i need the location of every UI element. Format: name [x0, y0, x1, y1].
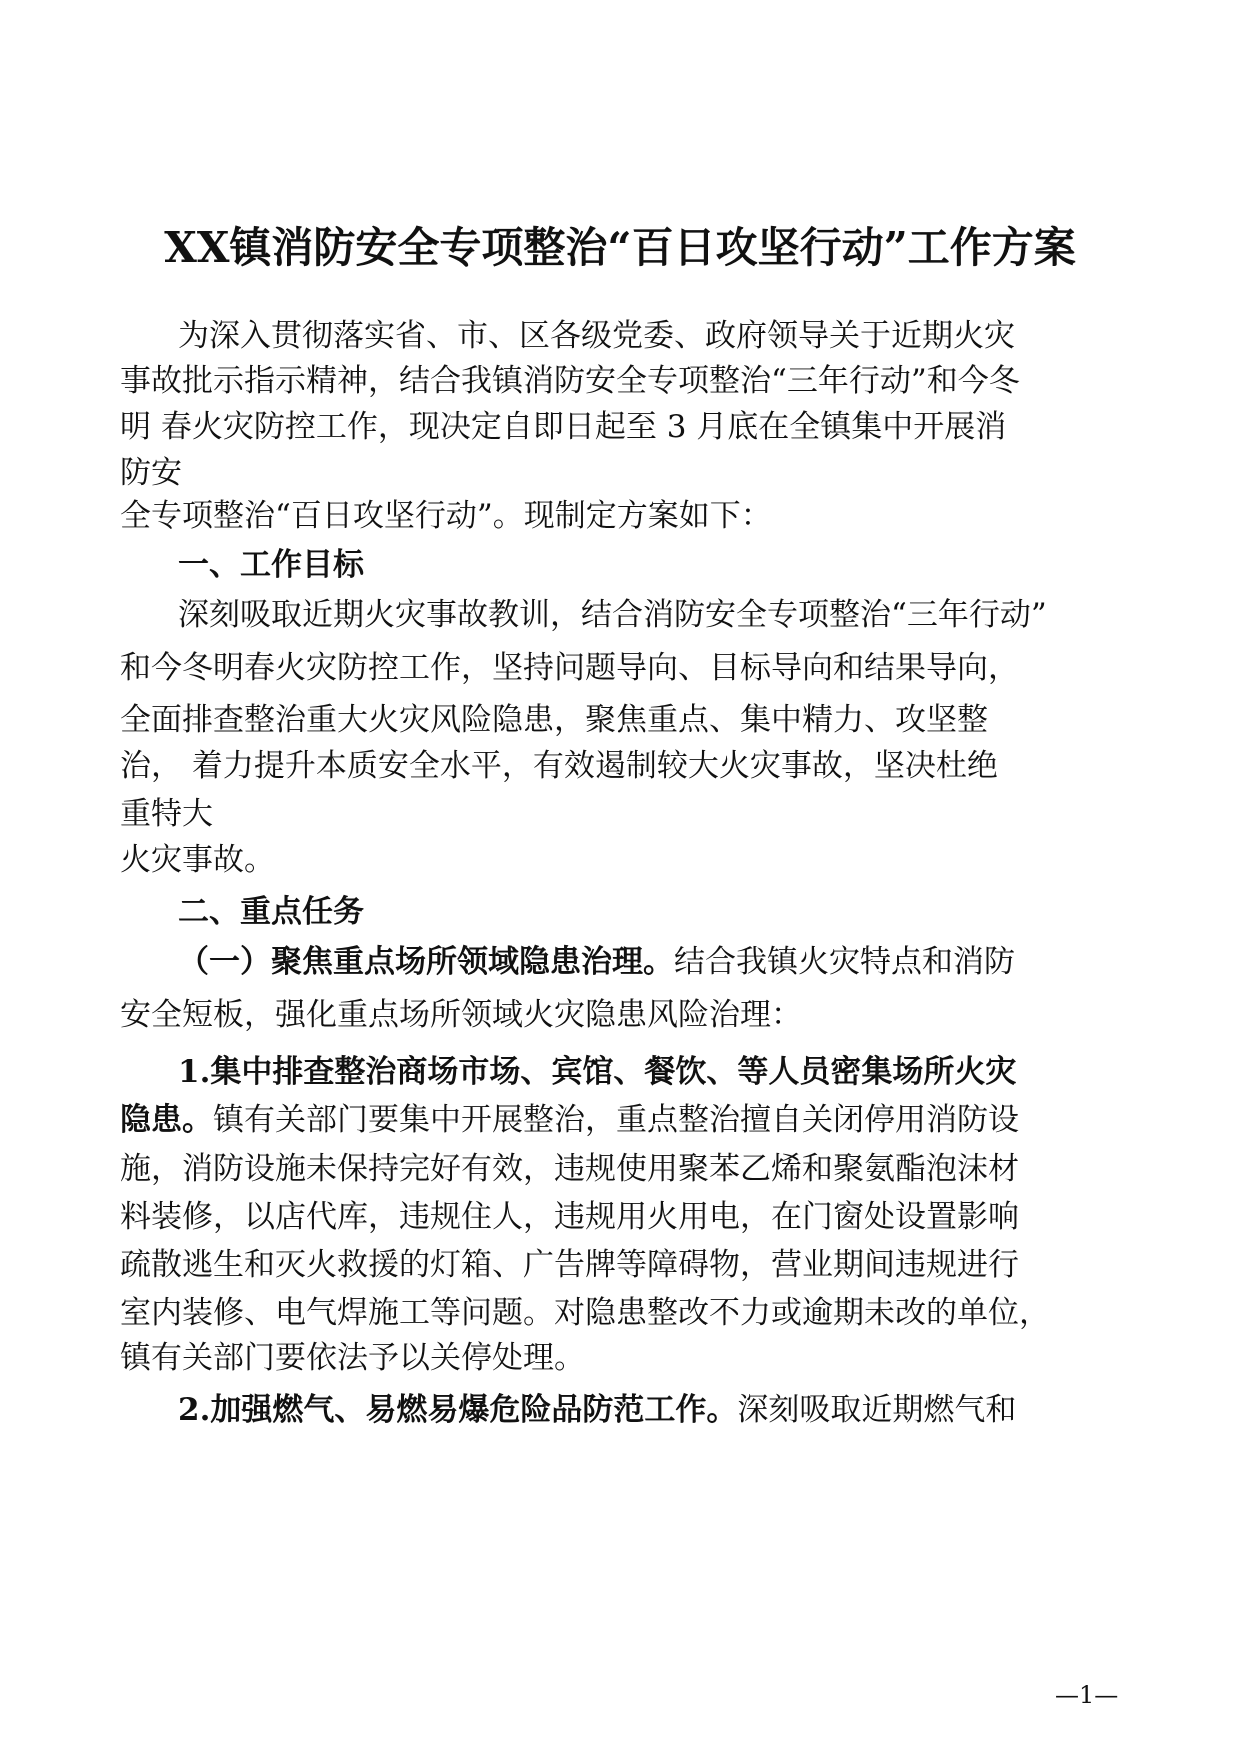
intro-line-2: 事故批示指示精神，结合我镇消防安全专项整治“三年行动”和今冬: [120, 363, 1020, 399]
sub-item-1-line-1: [178, 942, 1015, 982]
goals-line-4: 治， 着力提升本质安全水平，有效遏制较大火灾事故，坚决杜绝: [120, 748, 998, 784]
intro-line-5: 全专项整治“百日攻坚行动”。现制定方案如下：: [120, 498, 772, 534]
goals-line-5: 重特大: [120, 796, 213, 832]
goals-line-3: 全面排查整治重大火灾风险隐患，聚焦重点、集中精力、攻坚整: [120, 702, 988, 738]
sub-item-1-text: 结合我镇火灾特点和消防: [674, 944, 1015, 980]
item-1-line-3: 施，消防设施未保持完好有效，违规使用聚苯乙烯和聚氨酯泡沫材: [120, 1151, 1019, 1187]
item-2-text: 深刻吸取近期燃气和: [737, 1392, 1017, 1428]
item-2-line-1: [178, 1390, 1016, 1430]
item-1-line-4: 料装修，以店代库，违规住人，违规用火用电，在门窗处设置影响: [120, 1199, 1019, 1235]
intro-line-4: 防安: [120, 455, 182, 491]
item-1-text-line-2: 镇有关部门要集中开展整治，重点整治擅自关闭停用消防设: [213, 1102, 1019, 1138]
section-heading-goals: 一、工作目标: [178, 547, 364, 583]
item-1-line-5: 疏散逃生和灭火救援的灯箱、广告牌等障碍物，营业期间违规进行: [120, 1247, 1019, 1283]
item-1-heading-line-1: 1.集中排查整治商场市场、宾馆、餐饮、等人员密集场所火灾: [178, 1054, 1017, 1090]
item-1-heading-line-2: 隐患。: [120, 1102, 213, 1138]
item-1-line-6: 室内装修、电气焊施工等问题。对隐患整改不力或逾期未改的单位，: [120, 1295, 1050, 1331]
goals-line-2: 和今冬明春火灾防控工作，坚持问题导向、目标导向和结果导向，: [120, 650, 1019, 686]
item-2-heading: 2.加强燃气、易燃易爆危险品防范工作。: [178, 1392, 738, 1428]
goals-line-1: 深刻吸取近期火灾事故教训，结合消防安全专项整治“三年行动”: [178, 597, 1047, 633]
intro-line-3: 明 春火灾防控工作，现决定自即日起至 3 月底在全镇集中开展消: [120, 409, 1007, 445]
page-number: —1—: [1055, 1681, 1119, 1709]
item-1-line-7: 镇有关部门要依法予以关停处理。: [120, 1340, 585, 1376]
section-heading-tasks: 二、重点任务: [178, 894, 364, 930]
intro-line-1: 为深入贯彻落实省、市、区各级党委、政府领导关于近期火灾: [178, 318, 1015, 354]
sub-item-1-line-2: 安全短板，强化重点场所领域火灾隐患风险治理：: [120, 997, 802, 1033]
goals-line-6: 火灾事故。: [120, 842, 275, 878]
document-title: XX镇消防安全专项整治“百日攻坚行动”工作方案: [164, 223, 1076, 272]
item-1-line-2: [120, 1100, 1019, 1140]
sub-item-1-heading: （一）聚焦重点场所领域隐患治理。: [178, 944, 674, 980]
